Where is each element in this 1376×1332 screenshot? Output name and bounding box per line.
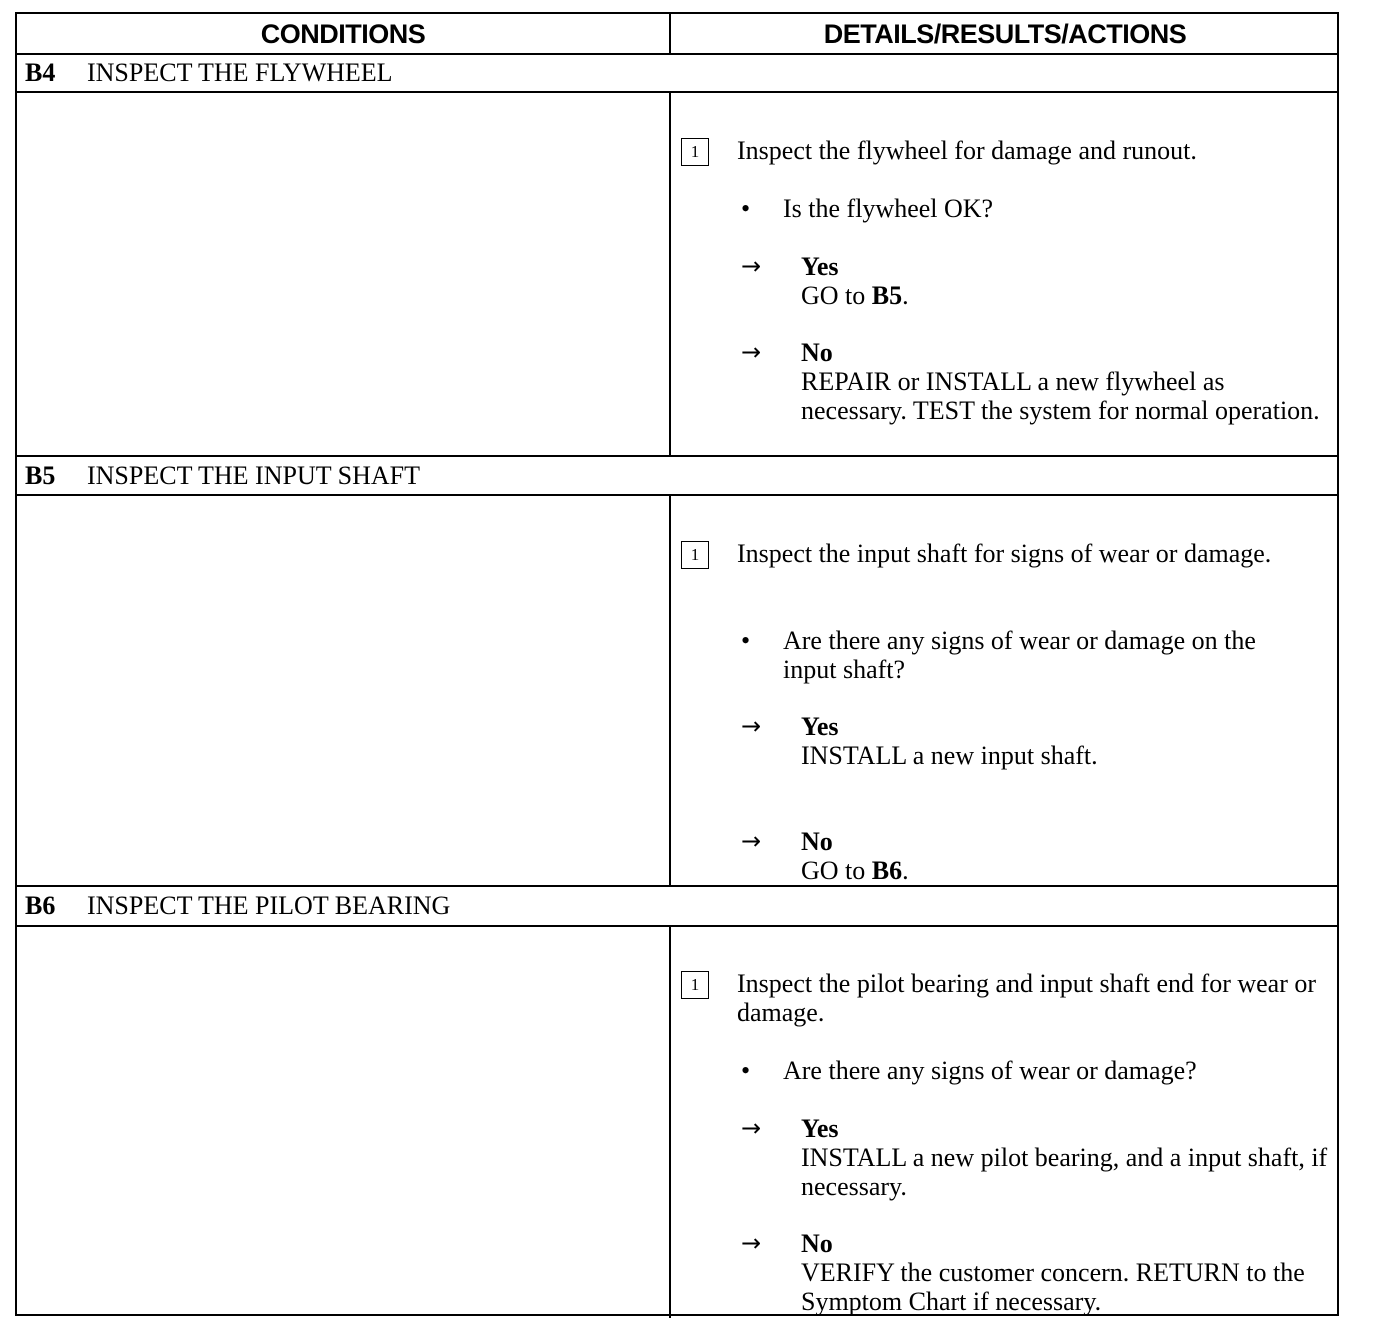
- step-text: Inspect the pilot bearing and input shaft end for wear or damage.: [737, 969, 1317, 1027]
- arrow-right-icon: →: [741, 827, 762, 855]
- arrow-right-icon: →: [741, 1114, 762, 1142]
- section-code: B5: [25, 461, 56, 490]
- question-text: Are there any signs of wear or damage on the input shaft?: [783, 626, 1256, 684]
- arrow-right-icon: →: [741, 252, 762, 280]
- section-title: INSPECT THE INPUT SHAFT: [87, 461, 420, 490]
- section-header-b4: [25, 53, 393, 91]
- step-number-box: 1: [681, 138, 709, 166]
- section-b5-divider: [17, 494, 1337, 496]
- no-action: GO to B6.: [801, 856, 909, 885]
- yes-action: INSTALL a new input shaft.: [801, 741, 1098, 770]
- yes-label: Yes: [801, 252, 839, 281]
- diagnostic-table: [15, 12, 1339, 1316]
- yes-label: Yes: [801, 712, 839, 741]
- yes-label: Yes: [801, 1114, 839, 1143]
- section-title: INSPECT THE FLYWHEEL: [87, 58, 393, 87]
- column-divider: [669, 925, 671, 1318]
- yes-action: GO to B5.: [801, 281, 909, 310]
- section-code: B4: [25, 58, 56, 87]
- section-header-b6: [25, 886, 450, 924]
- bullet-icon: •: [741, 626, 751, 655]
- arrow-right-icon: →: [741, 338, 762, 366]
- arrow-right-icon: →: [741, 712, 762, 740]
- column-divider: [669, 494, 671, 886]
- column-divider: [669, 91, 671, 456]
- section-reference: B5: [871, 281, 903, 310]
- bullet-icon: •: [741, 194, 751, 223]
- no-action: VERIFY the customer concern. RETURN to the Symptom Chart if necessary.: [801, 1258, 1305, 1316]
- step-text: Inspect the flywheel for damage and runout.: [737, 136, 1197, 165]
- section-code: B6: [25, 891, 56, 920]
- no-action: REPAIR or INSTALL a new flywheel as necessary. TEST the system for normal operation.: [801, 367, 1320, 425]
- step-number-box: 1: [681, 541, 709, 569]
- no-label: No: [801, 338, 833, 367]
- details-column-header: DETAILS/RESULTS/ACTIONS: [823, 19, 1187, 49]
- column-divider: [669, 14, 671, 54]
- question-text: Are there any signs of wear or damage?: [783, 1056, 1197, 1085]
- yes-action: INSTALL a new pilot bearing, and a input shaft, if necessary.: [801, 1143, 1328, 1201]
- section-title: INSPECT THE PILOT BEARING: [87, 891, 451, 920]
- section-header-b5: [25, 456, 420, 494]
- arrow-right-icon: →: [741, 1229, 762, 1257]
- step-number-box: 1: [681, 971, 709, 999]
- no-label: No: [801, 827, 833, 856]
- section-b4-divider: [17, 91, 1337, 93]
- conditions-column-header: CONDITIONS: [260, 19, 426, 49]
- bullet-icon: •: [741, 1056, 751, 1085]
- section-b6-divider: [17, 925, 1337, 927]
- step-text: Inspect the input shaft for signs of wear or damage.: [737, 539, 1272, 568]
- no-label: No: [801, 1229, 833, 1258]
- section-reference: B6: [871, 856, 903, 885]
- question-text: Is the flywheel OK?: [783, 194, 994, 223]
